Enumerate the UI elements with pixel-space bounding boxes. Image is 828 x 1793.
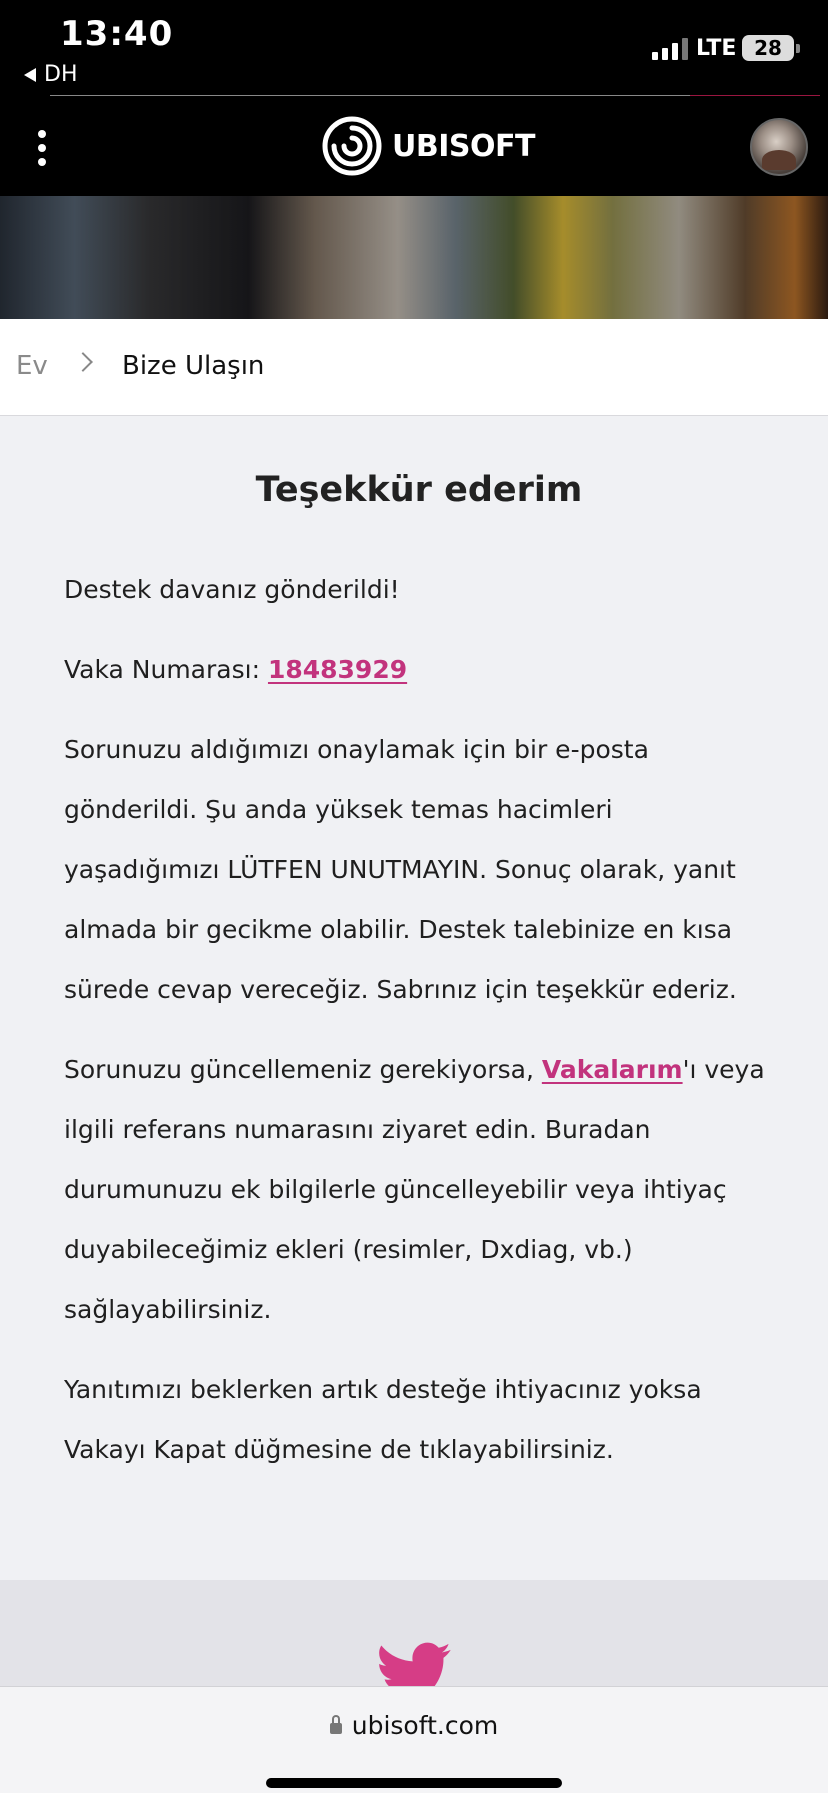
hero-banner xyxy=(0,196,828,319)
update-text-before: Sorunuzu güncellemeniz gerekiyorsa, xyxy=(64,1055,542,1084)
case-number-line xyxy=(64,640,774,700)
confirmation-message: Sorunuzu aldığımızı onaylamak için bir e-posta gönderildi. Şu anda yüksek temas hacimleri yaşadığımızı LÜTFEN UNUTMAYIN. Sonuç olarak, yanıt almada bir gecikme olabilir. Destek talebinize en kısa sürede cevap vereceğiz. Sabrınız için teşekkür ederiz. xyxy=(64,735,737,1004)
update-instructions xyxy=(64,1040,774,1340)
browser-address-bar[interactable] xyxy=(0,1686,828,1793)
update-text-after: 'ı veya ilgili referans numarasını ziyaret edin. Buradan durumunuzu ek bilgilerle güncelleyebilir veya ihtiyaç duyabileceğimiz ekleri (resimler, Dxdiag, vb.) sağlayabilirsiniz. xyxy=(64,1055,765,1324)
battery-icon: 28 xyxy=(742,35,794,61)
case-number-link[interactable]: 18483929 xyxy=(267,655,408,684)
breadcrumb-home-link[interactable]: Ev xyxy=(16,351,48,381)
back-app-label: DH xyxy=(44,62,78,87)
clock: 13:40 xyxy=(60,14,174,54)
more-vertical-icon[interactable] xyxy=(28,130,56,166)
ubisoft-swirl-icon xyxy=(322,116,382,176)
status-bar xyxy=(0,0,828,96)
breadcrumb xyxy=(0,319,828,416)
home-indicator[interactable] xyxy=(266,1778,562,1788)
user-avatar[interactable] xyxy=(750,118,808,176)
url-display[interactable] xyxy=(0,1711,828,1740)
site-header xyxy=(0,96,828,196)
case-number-label: Vaka Numarası: xyxy=(64,655,268,684)
close-case-message: Yanıtımızı beklerken artık desteğe ihtiyacınız yoksa Vakayı Kapat düğmesine de tıklayabilirsiniz. xyxy=(64,1375,702,1464)
page-title: Teşekkür ederim xyxy=(255,470,583,510)
main-content xyxy=(64,440,774,1500)
network-label: LTE xyxy=(696,36,737,61)
signal-icon xyxy=(652,38,688,60)
lock-icon xyxy=(330,1723,342,1734)
submitted-message: Destek davanız gönderildi! xyxy=(64,575,400,604)
ubisoft-logo[interactable] xyxy=(322,116,535,176)
url-text: ubisoft.com xyxy=(351,1711,499,1740)
back-triangle-icon xyxy=(24,68,36,82)
back-to-app-button[interactable] xyxy=(24,62,77,87)
my-cases-link[interactable]: Vakalarım xyxy=(541,1055,683,1084)
breadcrumb-current: Bize Ulaşın xyxy=(122,351,265,381)
chevron-right-icon xyxy=(73,352,93,372)
brand-name: UBISOFT xyxy=(392,128,535,164)
